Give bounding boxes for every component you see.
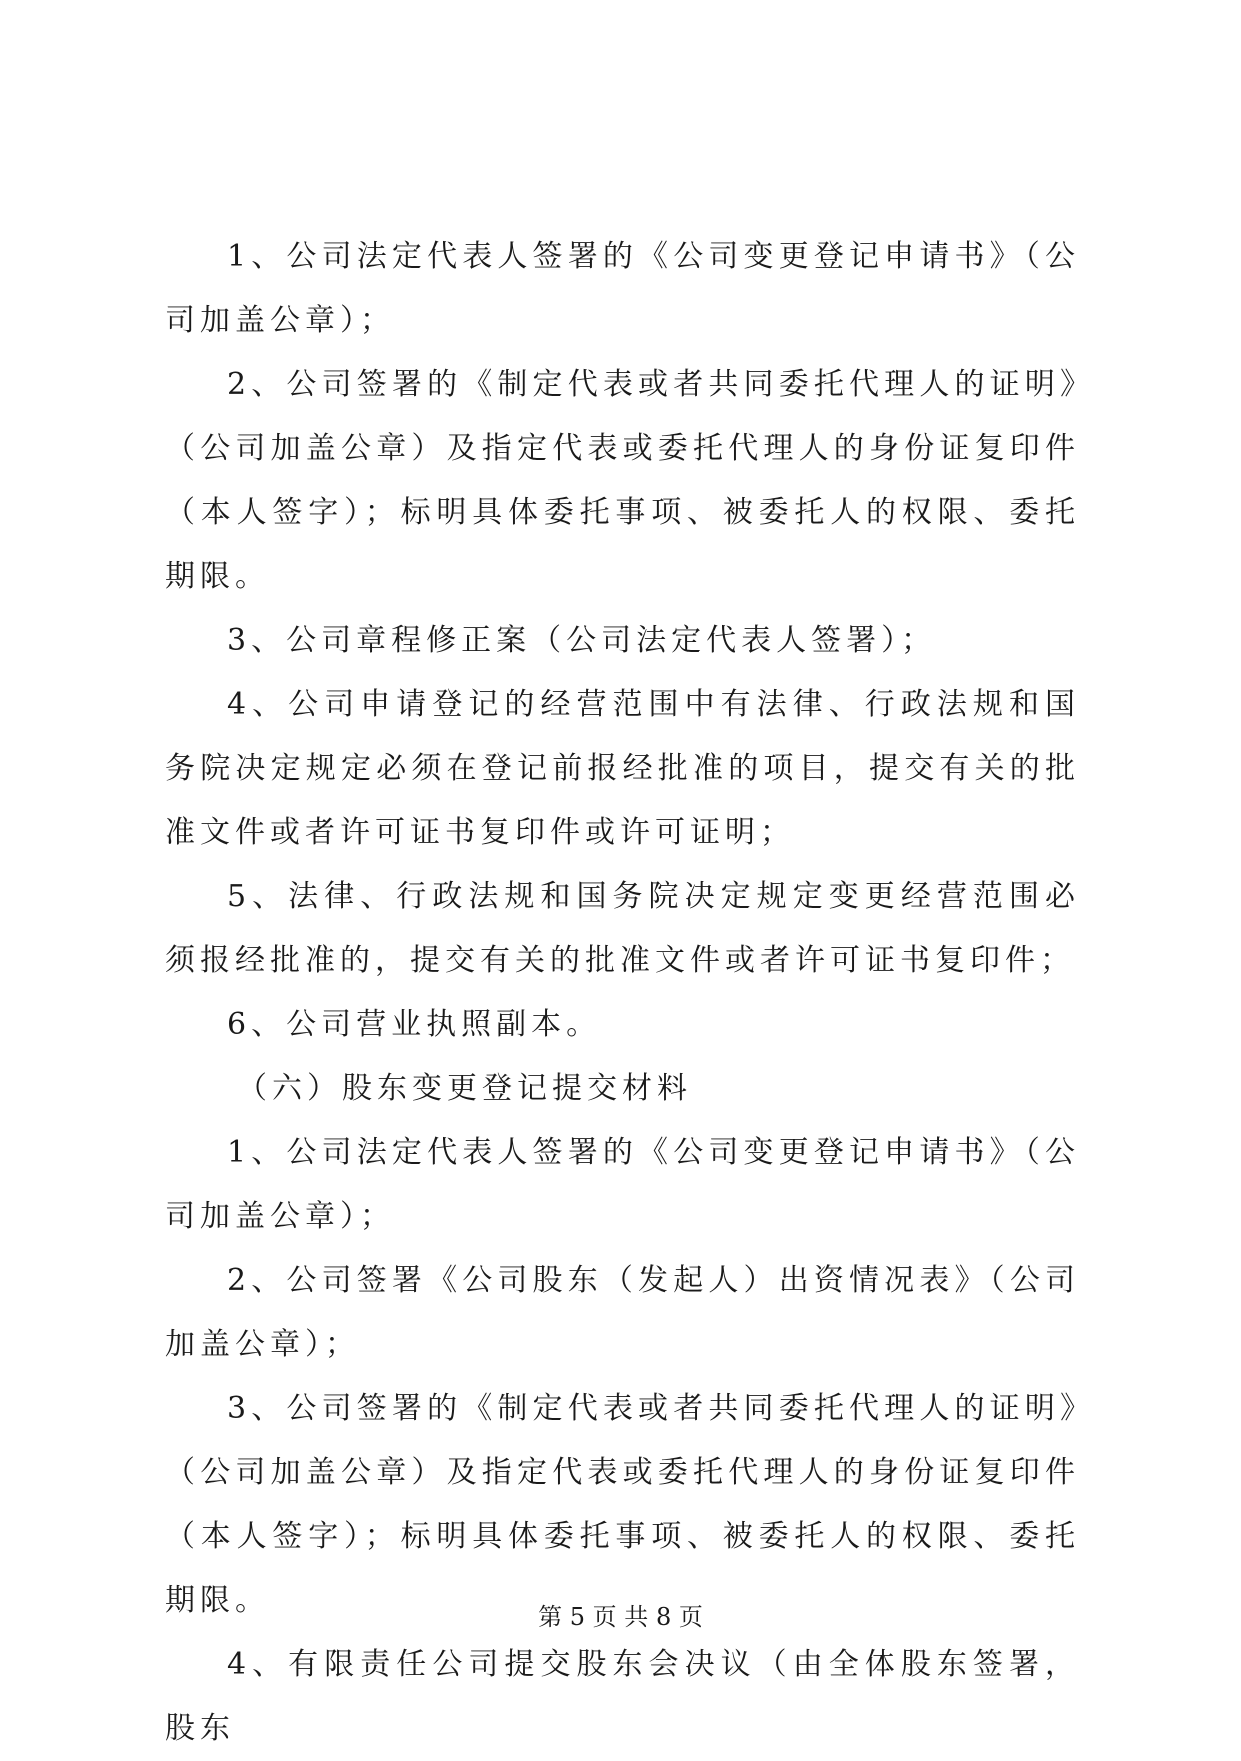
paragraph-item-5: 5、法律、行政法规和国务院决定规定变更经营范围必须报经批准的，提交有关的批准文件或者许可证书复印件； xyxy=(165,879,1080,978)
paragraph-item-4: 4、公司申请登记的经营范围中有法律、行政法规和国务院决定规定必须在登记前报经批准的项目，提交有关的批准文件或者许可证书复印件或许可证明； xyxy=(165,687,1080,850)
paragraph-item-7: 1、公司法定代表人签署的《公司变更登记申请书》（公司加盖公章）； xyxy=(165,1135,1080,1234)
paragraph-item-3: 3、公司章程修正案（公司法定代表人签署）； xyxy=(227,623,937,658)
paragraph-item-10: 4、有限责任公司提交股东会决议（由全体股东签署，股东 xyxy=(165,1647,1080,1746)
paragraph-item-9: 3、公司签署的《制定代表或者共同委托代理人的证明》（公司加盖公章）及指定代表或委托代理人的身份证复印件（本人签字）；标明具体委托事项、被委托人的权限、委托期限。 xyxy=(165,1391,1080,1618)
paragraph-item-1: 1、公司法定代表人签署的《公司变更登记申请书》（公司加盖公章）； xyxy=(165,239,1080,338)
paragraph-item-6: 6、公司营业执照副本。 xyxy=(227,1007,602,1042)
section-heading: （六）股东变更登记提交材料 xyxy=(237,1071,692,1106)
page-number-footer: 第 5 页 共 8 页 xyxy=(538,1603,703,1631)
paragraph-item-8: 2、公司签署《公司股东（发起人）出资情况表》（公司加盖公章）； xyxy=(165,1263,1080,1362)
document-body xyxy=(165,225,1080,1761)
paragraph-item-2: 2、公司签署的《制定代表或者共同委托代理人的证明》（公司加盖公章）及指定代表或委托代理人的身份证复印件（本人签字）；标明具体委托事项、被委托人的权限、委托期限。 xyxy=(165,367,1080,594)
